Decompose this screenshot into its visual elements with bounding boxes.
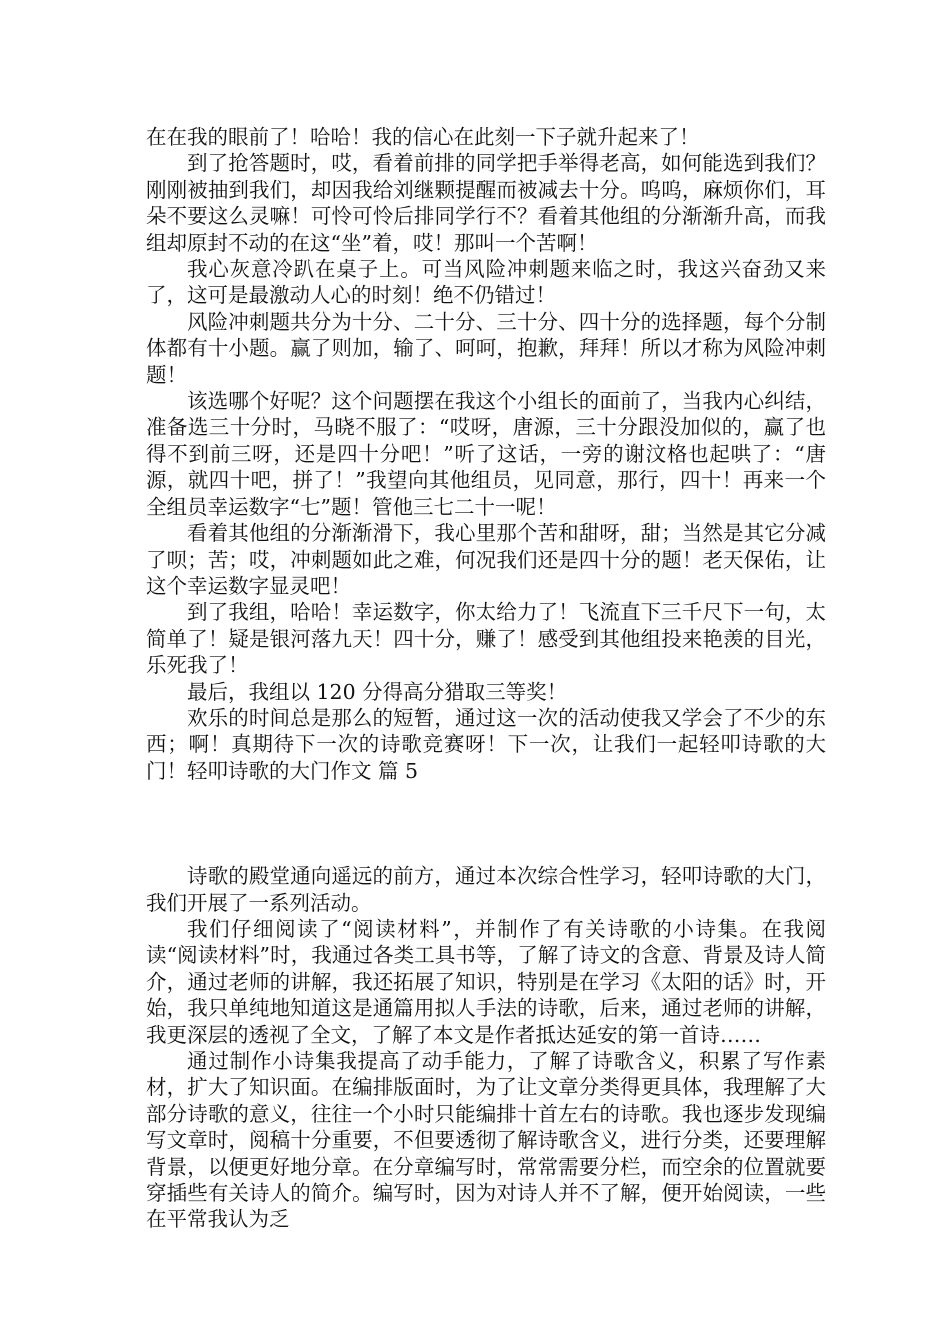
document-page xyxy=(146,124,826,1233)
section-gap xyxy=(146,784,826,863)
paragraph: 到了我组，哈哈！幸运数字，你太给力了！飞流直下三千尺下一句，太简单了！疑是银河落九天！四十分，赚了！感受到其他组投来艳羡的目光，乐死我了！ xyxy=(146,600,826,678)
paragraph: 该选哪个好呢？这个问题摆在我这个小组长的面前了，当我内心纠结，准备选三十分时，马晓不服了：“哎呀，唐源，三十分跟没加似的，赢了也得不到前三呀，还是四十分吧！”听了这话，一旁的谢汶格也起哄了：“唐源，就四十吧，拼了！”我望向其他组员，见同意，那行，四十！再来一个全组员幸运数字“七”题！管他三七二十一呢！ xyxy=(146,389,826,519)
paragraph: 最后，我组以 120 分得高分猎取三等奖！ xyxy=(187,679,568,704)
paragraph: 欢乐的时间总是那么的短暂，通过这一次的活动使我又学会了不少的东西；啊！真期待下一次的诗歌竞赛呀！下一次，让我们一起轻叩诗歌的大门！轻叩诗歌的大门作文 篇 5 xyxy=(146,705,826,783)
paragraph: 风险冲刺题共分为十分、二十分、三十分、四十分的选择题，每个分制体都有十小题。赢了则加，输了、呵呵，抱歉，拜拜！所以才称为风险冲刺题！ xyxy=(146,309,826,387)
paragraph: 我们仔细阅读了“阅读材料”，并制作了有关诗歌的小诗集。在我阅读“阅读材料”时，我通过各类工具书等，了解了诗文的含意、背景及诗人简介，通过老师的讲解，我还拓展了知识，特别是在学习《太阳的话》时，开始，我只单纯地知道这是通篇用拟人手法的诗歌，后来，通过老师的讲解，我更深层的透视了全文，了解了本文是作者抵达延安的第一首诗…… xyxy=(146,916,826,1047)
paragraph: 诗歌的殿堂通向遥远的前方，通过本次综合性学习，轻叩诗歌的大门，我们开展了一系列活动。 xyxy=(146,864,826,915)
paragraph: 我心灰意冷趴在桌子上。可当风险冲刺题来临之时，我这兴奋劲又来了，这可是最激动人心的时刻！绝不仍错过！ xyxy=(146,257,826,308)
paragraph: 到了抢答题时，哎，看着前排的同学把手举得老高，如何能选到我们？刚刚被抽到我们，却因我给刘继颗提醒而被减去十分。呜呜，麻烦你们，耳朵不要这么灵嘛！可怜可怜后排同学行不？看着其他组的分渐渐升高，而我组却原封不动的在这“坐”着，哎！那叫一个苦啊！ xyxy=(146,151,826,255)
paragraph: 在在我的眼前了！哈哈！我的信心在此刻一下子就升起来了！ xyxy=(146,125,700,149)
paragraph: 看着其他组的分渐渐滑下，我心里那个苦和甜呀，甜；当然是其它分减了呗；苦；哎，冲刺题如此之难，何况我们还是四十分的题！老天保佑，让这个幸运数字显灵吧！ xyxy=(146,521,826,598)
paragraph: 通过制作小诗集我提高了动手能力，了解了诗歌含义，积累了写作素材，扩大了知识面。在编排版面时，为了让文章分类得更具体，我理解了大部分诗歌的意义，往往一个小时只能编排十首左右的诗歌。我也逐步发现编写文章时，阅稿十分重要，不但要透彻了解诗歌含义，进行分类，还要理解背景，以便更好地分章。在分章编写时，常常需要分栏，而空余的位置就要穿插些有关诗人的简介。编写时，因为对诗人并不了解，便开始阅读，一些在平常我认为乏 xyxy=(146,1049,826,1232)
